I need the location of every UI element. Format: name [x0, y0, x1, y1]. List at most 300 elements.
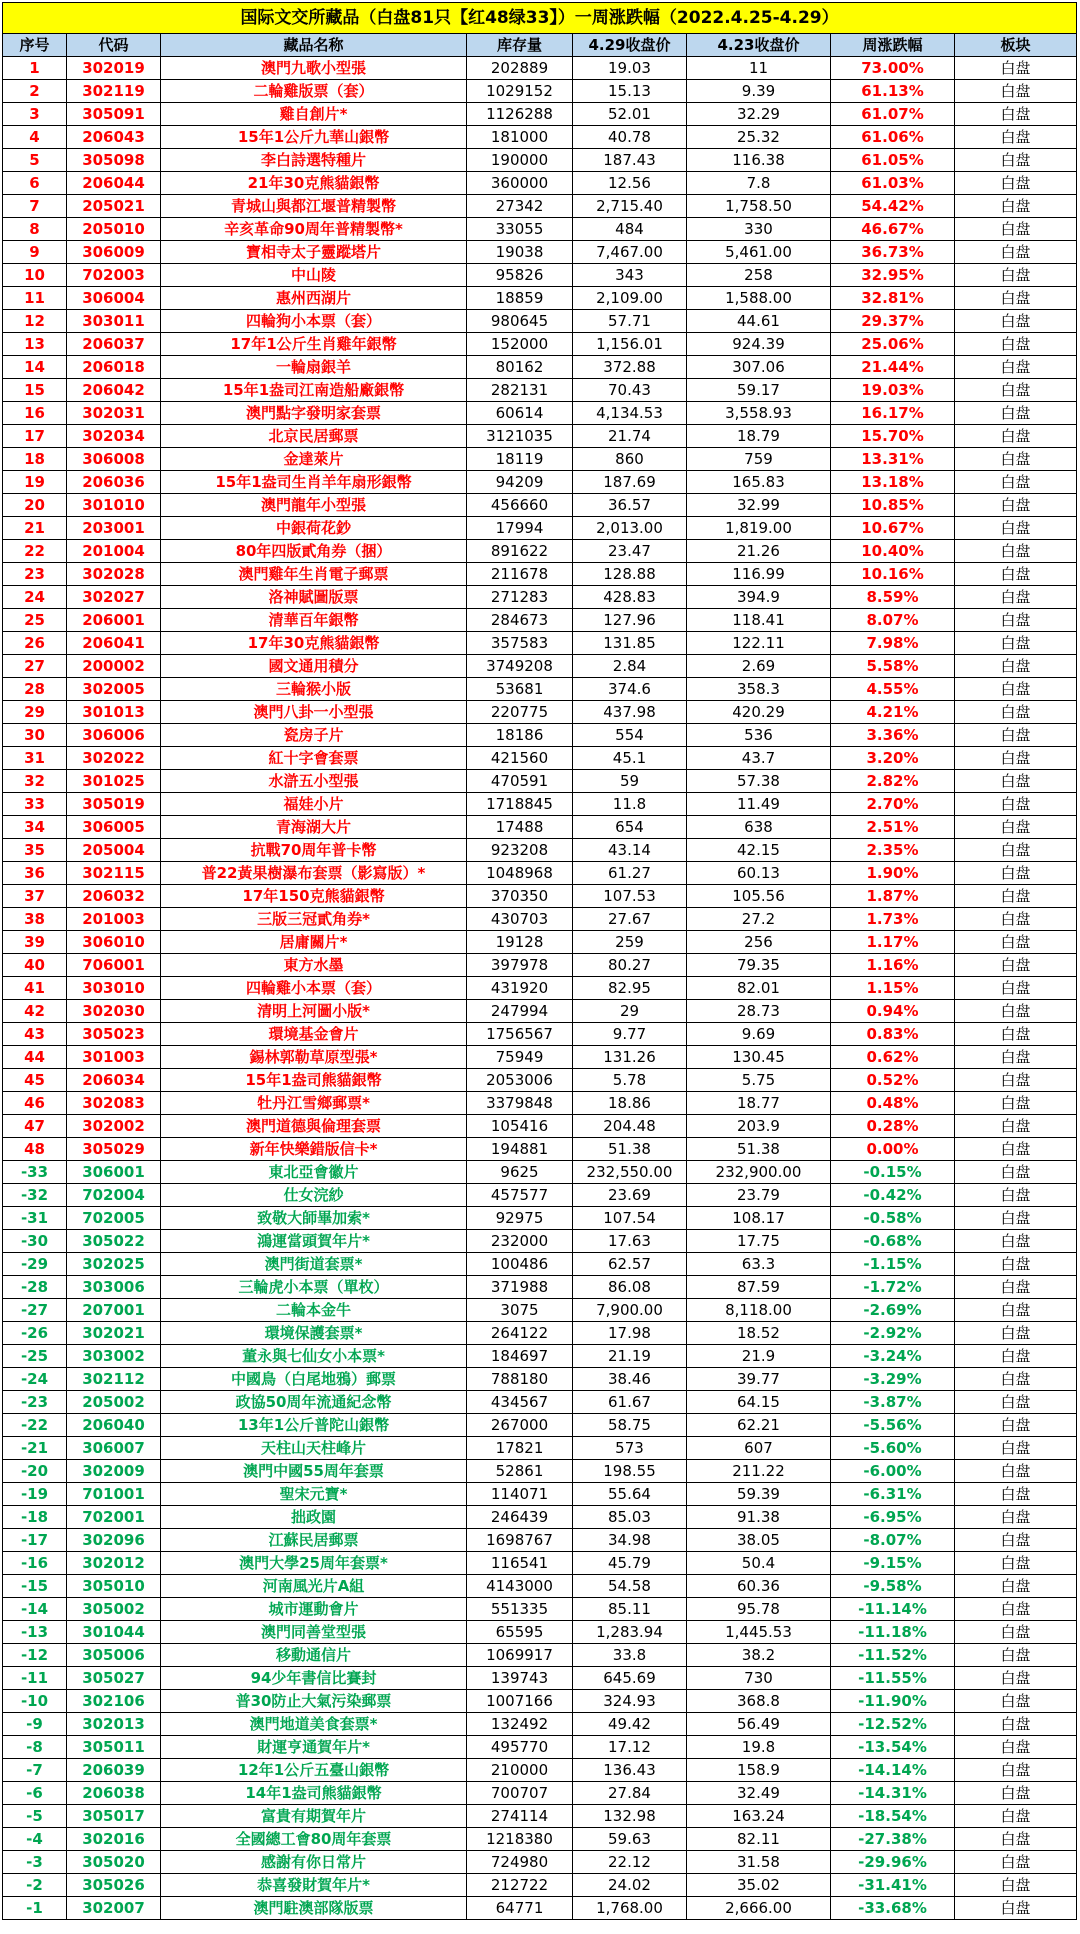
cell-index: -5: [3, 1805, 67, 1828]
cell-close-423: 23.79: [687, 1184, 831, 1207]
cell-code: 205004: [67, 839, 161, 862]
table-row: [3, 1805, 1077, 1828]
table-row: [3, 57, 1077, 80]
cell-name: 富貴有期賀年片: [161, 1805, 467, 1828]
cell-code: 206041: [67, 632, 161, 655]
cell-close-423: 256: [687, 931, 831, 954]
cell-weekly-change: 10.40%: [831, 540, 955, 563]
cell-stock: 95826: [467, 264, 573, 287]
table-row: [3, 609, 1077, 632]
cell-sector: 白盘: [955, 1046, 1077, 1069]
cell-stock: 9625: [467, 1161, 573, 1184]
cell-name: 紅十字會套票: [161, 747, 467, 770]
table-row: [3, 448, 1077, 471]
cell-close-429: 131.85: [573, 632, 687, 655]
cell-weekly-change: -6.31%: [831, 1483, 955, 1506]
cell-weekly-change: 1.15%: [831, 977, 955, 1000]
cell-name: 澳門點字發明家套票: [161, 402, 467, 425]
cell-index: -24: [3, 1368, 67, 1391]
cell-name: 17年1公斤生肖雞年銀幣: [161, 333, 467, 356]
cell-index: 39: [3, 931, 67, 954]
cell-index: 15: [3, 379, 67, 402]
cell-close-423: 108.17: [687, 1207, 831, 1230]
header-row: [3, 34, 1077, 57]
cell-code: 301025: [67, 770, 161, 793]
cell-index: -4: [3, 1828, 67, 1851]
cell-close-423: 59.17: [687, 379, 831, 402]
cell-close-429: 21.74: [573, 425, 687, 448]
cell-sector: 白盘: [955, 747, 1077, 770]
cell-name: 環境基金會片: [161, 1023, 467, 1046]
cell-close-423: 39.77: [687, 1368, 831, 1391]
cell-weekly-change: 1.90%: [831, 862, 955, 885]
table-row: [3, 1529, 1077, 1552]
cell-close-429: 2,109.00: [573, 287, 687, 310]
table-row: [3, 1621, 1077, 1644]
cell-stock: 431920: [467, 977, 573, 1000]
cell-index: 31: [3, 747, 67, 770]
cell-close-429: 33.8: [573, 1644, 687, 1667]
cell-stock: 3075: [467, 1299, 573, 1322]
cell-close-423: 32.29: [687, 103, 831, 126]
cell-index: -14: [3, 1598, 67, 1621]
cell-sector: 白盘: [955, 1023, 1077, 1046]
cell-stock: 64771: [467, 1897, 573, 1920]
cell-close-423: 82.11: [687, 1828, 831, 1851]
cell-close-423: 63.3: [687, 1253, 831, 1276]
cell-code: 200002: [67, 655, 161, 678]
cell-stock: 116541: [467, 1552, 573, 1575]
cell-code: 306005: [67, 816, 161, 839]
cell-stock: 1069917: [467, 1644, 573, 1667]
cell-weekly-change: 1.73%: [831, 908, 955, 931]
cell-close-429: 654: [573, 816, 687, 839]
table-row: [3, 563, 1077, 586]
table-row: [3, 1138, 1077, 1161]
cell-name: 北京民居郵票: [161, 425, 467, 448]
cell-index: 8: [3, 218, 67, 241]
cell-weekly-change: 10.85%: [831, 494, 955, 517]
cell-close-429: 36.57: [573, 494, 687, 517]
cell-stock: 92975: [467, 1207, 573, 1230]
cell-close-423: 307.06: [687, 356, 831, 379]
cell-index: -2: [3, 1874, 67, 1897]
cell-code: 306001: [67, 1161, 161, 1184]
cell-index: 29: [3, 701, 67, 724]
cell-weekly-change: -5.56%: [831, 1414, 955, 1437]
cell-stock: 457577: [467, 1184, 573, 1207]
cell-weekly-change: 32.95%: [831, 264, 955, 287]
cell-code: 305027: [67, 1667, 161, 1690]
cell-sector: 白盘: [955, 471, 1077, 494]
cell-sector: 白盘: [955, 586, 1077, 609]
cell-sector: 白盘: [955, 379, 1077, 402]
cell-name: 中國鳥（白尾地鴉）郵票: [161, 1368, 467, 1391]
cell-code: 302012: [67, 1552, 161, 1575]
cell-index: 5: [3, 149, 67, 172]
cell-sector: 白盘: [955, 1782, 1077, 1805]
cell-name: 財運亨通賀年片*: [161, 1736, 467, 1759]
cell-index: 42: [3, 1000, 67, 1023]
cell-close-429: 45.79: [573, 1552, 687, 1575]
cell-close-429: 55.64: [573, 1483, 687, 1506]
cell-code: 301013: [67, 701, 161, 724]
cell-stock: 3121035: [467, 425, 573, 448]
cell-name: 致敬大師畢加索*: [161, 1207, 467, 1230]
cell-stock: 274114: [467, 1805, 573, 1828]
table-row: [3, 1713, 1077, 1736]
cell-close-429: 1,283.94: [573, 1621, 687, 1644]
cell-index: 26: [3, 632, 67, 655]
cell-index: -22: [3, 1414, 67, 1437]
cell-close-423: 358.3: [687, 678, 831, 701]
cell-sector: 白盘: [955, 57, 1077, 80]
cell-stock: 2053006: [467, 1069, 573, 1092]
cell-close-423: 3,558.93: [687, 402, 831, 425]
cell-close-429: 132.98: [573, 1805, 687, 1828]
cell-close-429: 259: [573, 931, 687, 954]
table-row: [3, 1460, 1077, 1483]
cell-name: 天柱山天柱峰片: [161, 1437, 467, 1460]
cell-close-429: 34.98: [573, 1529, 687, 1552]
cell-close-423: 31.58: [687, 1851, 831, 1874]
cell-name: 恭喜發財賀年片*: [161, 1874, 467, 1897]
cell-sector: 白盘: [955, 126, 1077, 149]
table-row: [3, 1414, 1077, 1437]
cell-index: -18: [3, 1506, 67, 1529]
cell-stock: 267000: [467, 1414, 573, 1437]
cell-weekly-change: 13.18%: [831, 471, 955, 494]
table-row: [3, 1391, 1077, 1414]
cell-stock: 80162: [467, 356, 573, 379]
cell-code: 201003: [67, 908, 161, 931]
cell-sector: 白盘: [955, 655, 1077, 678]
cell-name: 清明上河圖小版*: [161, 1000, 467, 1023]
cell-name: 一輪扇銀羊: [161, 356, 467, 379]
table-row: [3, 1782, 1077, 1805]
cell-index: 40: [3, 954, 67, 977]
cell-close-423: 32.49: [687, 1782, 831, 1805]
cell-weekly-change: 4.21%: [831, 701, 955, 724]
cell-stock: 17821: [467, 1437, 573, 1460]
cell-name: 澳門八卦一小型張: [161, 701, 467, 724]
cell-weekly-change: 61.07%: [831, 103, 955, 126]
cell-close-429: 17.98: [573, 1322, 687, 1345]
cell-weekly-change: 2.70%: [831, 793, 955, 816]
table-row: [3, 149, 1077, 172]
cell-name: 政協50周年流通紀念幣: [161, 1391, 467, 1414]
cell-stock: 18119: [467, 448, 573, 471]
cell-index: -23: [3, 1391, 67, 1414]
cell-close-423: 5,461.00: [687, 241, 831, 264]
cell-stock: 17488: [467, 816, 573, 839]
cell-name: 澳門道德與倫理套票: [161, 1115, 467, 1138]
cell-close-429: 5.78: [573, 1069, 687, 1092]
cell-stock: 980645: [467, 310, 573, 333]
cell-weekly-change: 0.48%: [831, 1092, 955, 1115]
cell-name: 移動通信片: [161, 1644, 467, 1667]
cell-sector: 白盘: [955, 1644, 1077, 1667]
cell-code: 206037: [67, 333, 161, 356]
cell-close-429: 51.38: [573, 1138, 687, 1161]
cell-close-423: 18.77: [687, 1092, 831, 1115]
table-row: [3, 1276, 1077, 1299]
cell-sector: 白盘: [955, 1161, 1077, 1184]
cell-stock: 190000: [467, 149, 573, 172]
cell-weekly-change: -9.58%: [831, 1575, 955, 1598]
cell-sector: 白盘: [955, 885, 1077, 908]
table-row: [3, 264, 1077, 287]
table-row: [3, 471, 1077, 494]
cell-weekly-change: 8.59%: [831, 586, 955, 609]
cell-code: 306008: [67, 448, 161, 471]
cell-sector: 白盘: [955, 701, 1077, 724]
table-row: [3, 793, 1077, 816]
cell-close-423: 420.29: [687, 701, 831, 724]
cell-close-429: 4,134.53: [573, 402, 687, 425]
cell-name: 國文通用積分: [161, 655, 467, 678]
cell-close-423: 9.69: [687, 1023, 831, 1046]
cell-stock: 3379848: [467, 1092, 573, 1115]
cell-sector: 白盘: [955, 195, 1077, 218]
cell-name: 鴻運當頭賀年片*: [161, 1230, 467, 1253]
cell-stock: 284673: [467, 609, 573, 632]
cell-code: 205021: [67, 195, 161, 218]
cell-code: 302022: [67, 747, 161, 770]
cell-close-423: 1,588.00: [687, 287, 831, 310]
cell-name: 福娃小片: [161, 793, 467, 816]
cell-close-429: 40.78: [573, 126, 687, 149]
cell-index: 10: [3, 264, 67, 287]
cell-name: 三輪虎小本票（單枚）: [161, 1276, 467, 1299]
table-row: [3, 1322, 1077, 1345]
cell-code: 302031: [67, 402, 161, 425]
cell-close-429: 127.96: [573, 609, 687, 632]
cell-sector: 白盘: [955, 1138, 1077, 1161]
cell-index: -3: [3, 1851, 67, 1874]
cell-close-429: 82.95: [573, 977, 687, 1000]
cell-code: 302034: [67, 425, 161, 448]
table-row: [3, 678, 1077, 701]
cell-close-423: 116.38: [687, 149, 831, 172]
cell-sector: 白盘: [955, 1874, 1077, 1897]
cell-close-423: 11: [687, 57, 831, 80]
cell-code: 205010: [67, 218, 161, 241]
cell-close-423: 8,118.00: [687, 1299, 831, 1322]
cell-index: -19: [3, 1483, 67, 1506]
cell-close-423: 64.15: [687, 1391, 831, 1414]
cell-weekly-change: 5.58%: [831, 655, 955, 678]
cell-code: 201004: [67, 540, 161, 563]
table-row: [3, 747, 1077, 770]
cell-name: 澳門龍年小型張: [161, 494, 467, 517]
cell-name: 拙政園: [161, 1506, 467, 1529]
cell-name: 94少年書信比賽封: [161, 1667, 467, 1690]
cell-name: 澳門駐澳部隊版票: [161, 1897, 467, 1920]
cell-stock: 264122: [467, 1322, 573, 1345]
cell-weekly-change: -6.95%: [831, 1506, 955, 1529]
cell-code: 206040: [67, 1414, 161, 1437]
table-row: [3, 425, 1077, 448]
cell-name: 東北亞會徽片: [161, 1161, 467, 1184]
cell-code: 702003: [67, 264, 161, 287]
cell-sector: 白盘: [955, 954, 1077, 977]
cell-close-423: 51.38: [687, 1138, 831, 1161]
cell-name: 青海湖大片: [161, 816, 467, 839]
cell-index: -13: [3, 1621, 67, 1644]
cell-weekly-change: 4.55%: [831, 678, 955, 701]
cell-code: 305023: [67, 1023, 161, 1046]
cell-index: 7: [3, 195, 67, 218]
cell-close-423: 87.59: [687, 1276, 831, 1299]
cell-stock: 1029152: [467, 80, 573, 103]
cell-sector: 白盘: [955, 632, 1077, 655]
table-row: [3, 1230, 1077, 1253]
cell-index: 4: [3, 126, 67, 149]
cell-index: -1: [3, 1897, 67, 1920]
cell-close-429: 11.8: [573, 793, 687, 816]
cell-stock: 65595: [467, 1621, 573, 1644]
cell-weekly-change: 32.81%: [831, 287, 955, 310]
cell-weekly-change: 15.70%: [831, 425, 955, 448]
cell-close-423: 232,900.00: [687, 1161, 831, 1184]
cell-close-429: 554: [573, 724, 687, 747]
cell-weekly-change: -8.07%: [831, 1529, 955, 1552]
cell-code: 702004: [67, 1184, 161, 1207]
table-row: [3, 632, 1077, 655]
cell-close-423: 59.39: [687, 1483, 831, 1506]
cell-close-429: 27.84: [573, 1782, 687, 1805]
cell-sector: 白盘: [955, 1805, 1077, 1828]
cell-name: 抗戰70周年普卡幣: [161, 839, 467, 862]
cell-stock: 18859: [467, 287, 573, 310]
cell-index: -10: [3, 1690, 67, 1713]
cell-weekly-change: -3.29%: [831, 1368, 955, 1391]
cell-stock: 788180: [467, 1368, 573, 1391]
cell-stock: 923208: [467, 839, 573, 862]
cell-index: -33: [3, 1161, 67, 1184]
cell-index: -30: [3, 1230, 67, 1253]
cell-weekly-change: -3.24%: [831, 1345, 955, 1368]
cell-code: 306006: [67, 724, 161, 747]
cell-close-423: 730: [687, 1667, 831, 1690]
cell-weekly-change: 61.13%: [831, 80, 955, 103]
cell-close-423: 38.2: [687, 1644, 831, 1667]
cell-name: 錫林郭勒草原型張*: [161, 1046, 467, 1069]
table-row: [3, 1897, 1077, 1920]
cell-code: 207001: [67, 1299, 161, 1322]
cell-close-429: 1,156.01: [573, 333, 687, 356]
cell-index: 44: [3, 1046, 67, 1069]
cell-index: 36: [3, 862, 67, 885]
table-row: [3, 724, 1077, 747]
cell-code: 302027: [67, 586, 161, 609]
cell-index: 38: [3, 908, 67, 931]
cell-index: -31: [3, 1207, 67, 1230]
cell-code: 701001: [67, 1483, 161, 1506]
cell-weekly-change: 2.51%: [831, 816, 955, 839]
cell-name: 二輪本金牛: [161, 1299, 467, 1322]
cell-name: 普30防止大氣污染郵票: [161, 1690, 467, 1713]
table-row: [3, 402, 1077, 425]
cell-weekly-change: -14.31%: [831, 1782, 955, 1805]
cell-close-429: 324.93: [573, 1690, 687, 1713]
cell-close-429: 86.08: [573, 1276, 687, 1299]
cell-code: 302106: [67, 1690, 161, 1713]
cell-stock: 891622: [467, 540, 573, 563]
cell-index: -9: [3, 1713, 67, 1736]
cell-index: 18: [3, 448, 67, 471]
cell-stock: 551335: [467, 1598, 573, 1621]
cell-code: 302112: [67, 1368, 161, 1391]
cell-index: 25: [3, 609, 67, 632]
cell-stock: 181000: [467, 126, 573, 149]
cell-code: 306010: [67, 931, 161, 954]
cell-name: 牡丹江雪鄉郵票*: [161, 1092, 467, 1115]
table-row: [3, 1506, 1077, 1529]
cell-index: -6: [3, 1782, 67, 1805]
cell-weekly-change: -11.55%: [831, 1667, 955, 1690]
cell-index: -29: [3, 1253, 67, 1276]
cell-name: 聖宋元寶*: [161, 1483, 467, 1506]
cell-close-429: 59: [573, 770, 687, 793]
cell-stock: 246439: [467, 1506, 573, 1529]
cell-code: 302030: [67, 1000, 161, 1023]
cell-stock: 114071: [467, 1483, 573, 1506]
cell-close-429: 428.83: [573, 586, 687, 609]
cell-sector: 白盘: [955, 494, 1077, 517]
cell-stock: 184697: [467, 1345, 573, 1368]
cell-weekly-change: 21.44%: [831, 356, 955, 379]
cell-code: 305006: [67, 1644, 161, 1667]
table-title: 国际文交所藏品（白盘81只【红48绿33】）一周涨跌幅（2022.4.25-4.29）: [3, 3, 1077, 34]
header-weekly-change: 周涨跌幅: [831, 34, 955, 57]
cell-close-423: 60.13: [687, 862, 831, 885]
cell-code: 302021: [67, 1322, 161, 1345]
cell-index: -32: [3, 1184, 67, 1207]
ranking-table: [2, 2, 1077, 1920]
table-row: [3, 931, 1077, 954]
cell-code: 305098: [67, 149, 161, 172]
cell-stock: 470591: [467, 770, 573, 793]
cell-name: 惠州西湖片: [161, 287, 467, 310]
cell-stock: 27342: [467, 195, 573, 218]
cell-index: -25: [3, 1345, 67, 1368]
cell-sector: 白盘: [955, 1897, 1077, 1920]
cell-index: 12: [3, 310, 67, 333]
cell-stock: 282131: [467, 379, 573, 402]
cell-close-429: 57.71: [573, 310, 687, 333]
cell-index: -7: [3, 1759, 67, 1782]
cell-index: 6: [3, 172, 67, 195]
cell-sector: 白盘: [955, 517, 1077, 540]
cell-close-429: 204.48: [573, 1115, 687, 1138]
cell-weekly-change: 0.62%: [831, 1046, 955, 1069]
cell-close-429: 23.47: [573, 540, 687, 563]
cell-weekly-change: -14.14%: [831, 1759, 955, 1782]
cell-name: 澳門地道美食套票*: [161, 1713, 467, 1736]
cell-sector: 白盘: [955, 1092, 1077, 1115]
cell-sector: 白盘: [955, 862, 1077, 885]
table-row: [3, 1575, 1077, 1598]
cell-close-423: 18.79: [687, 425, 831, 448]
cell-weekly-change: -9.15%: [831, 1552, 955, 1575]
cell-sector: 白盘: [955, 1736, 1077, 1759]
cell-weekly-change: -1.15%: [831, 1253, 955, 1276]
cell-sector: 白盘: [955, 1483, 1077, 1506]
cell-sector: 白盘: [955, 1276, 1077, 1299]
cell-close-429: 372.88: [573, 356, 687, 379]
